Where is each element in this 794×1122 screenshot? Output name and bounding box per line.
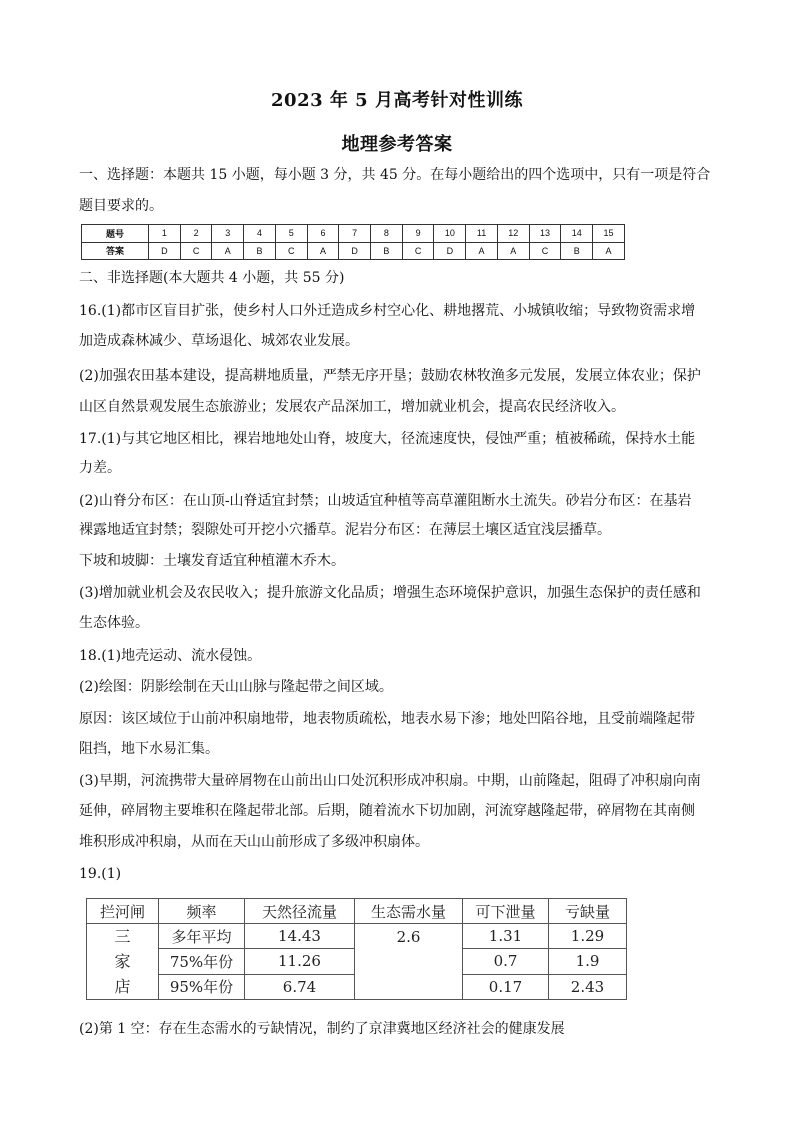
question-number-cell: 9 xyxy=(402,225,434,243)
question-number-cell: 14 xyxy=(561,225,593,243)
section2-heading: 二、非选择题(本大题共 4 小题，共 55 分) xyxy=(79,270,345,286)
q16-p2-line2: 山区自然景观发展生态旅游业；发展农产品深加工，增加就业机会，提高农民经济收入。 xyxy=(79,399,625,415)
document-subtitle: 地理参考答案 xyxy=(341,134,453,155)
section1-instruction-line2: 题目要求的。 xyxy=(79,198,163,214)
natural-runoff-cell: 6.74 xyxy=(245,974,355,999)
answer-cell: B xyxy=(244,242,276,260)
q18-p1: 18.(1)地壳运动、流水侵蚀。 xyxy=(79,648,262,664)
q17-p3-line1: (3)增加就业机会及农民收入；提升旅游文化品质；增强生态环境保护意识，加强生态保护的责任感和 xyxy=(79,585,701,601)
table-row xyxy=(87,924,627,949)
q18-p4-line3: 堆积形成冲积扇，从而在天山山前形成了多级冲积扇体。 xyxy=(79,834,429,850)
table-header-row xyxy=(87,899,627,924)
column-header: 可下泄量 xyxy=(463,899,549,924)
q18-p4-line2: 延伸，碎屑物主要堆积在隆起带北部。后期，随着流水下切加剧，河流穿越隆起带，碎屑物在其南侧 xyxy=(79,803,695,819)
q17-p2-line3: 下坡和坡脚：土壤发育适宜种植灌木乔木。 xyxy=(79,553,345,569)
document-title: 2023 年 5 月高考针对性训练 xyxy=(271,90,523,111)
q18-p3-line1: 原因：该区域位于山前冲积扇地带，地表物质疏松，地表水易下渗；地处凹陷谷地，且受前端隆起带 xyxy=(79,711,695,727)
answer-cell: C xyxy=(402,242,434,260)
release-cell: 0.17 xyxy=(463,974,549,999)
q17-p2-line1: (2)山脊分布区：在山顶-山脊适宜封禁；山坡适宜种植等高草灌阻断水土流失。砂岩分布区：在基岩 xyxy=(79,493,692,509)
q19-label: 19.(1) xyxy=(79,866,122,882)
answer-row xyxy=(82,242,625,260)
q18-p4-line1: (3)早期，河流携带大量碎屑物在山前出山口处沉积形成冲积扇。中期，山前隆起，阻碍了冲积扇向南 xyxy=(79,773,701,789)
section1-instruction-line1: 一、选择题：本题共 15 小题，每小题 3 分，共 45 分。在每小题给出的四个选项中，只有一项是符合 xyxy=(79,167,711,183)
question-number-cell: 7 xyxy=(339,225,371,243)
frequency-cell: 多年平均 xyxy=(159,924,245,949)
frequency-cell: 75%年份 xyxy=(159,949,245,974)
question-number-cell: 11 xyxy=(466,225,498,243)
q16-p1-line1: 16.(1)都市区盲目扩张，使乡村人口外迁造成乡村空心化、耕地撂荒、小城镇收缩；导致物资需求增 xyxy=(79,303,696,319)
question-number-cell: 5 xyxy=(275,225,307,243)
answer-cell: C xyxy=(529,242,561,260)
column-header: 拦河闸 xyxy=(87,899,159,924)
question-number-cell: 6 xyxy=(307,225,339,243)
deficit-cell: 2.43 xyxy=(549,974,627,999)
question-number-cell: 13 xyxy=(529,225,561,243)
natural-runoff-cell: 11.26 xyxy=(245,949,355,974)
answer-cell: A xyxy=(497,242,529,260)
q18-p2: (2)绘图：阴影绘制在天山山脉与隆起带之间区域。 xyxy=(79,679,393,695)
q19-p2: (2)第 1 空：存在生态需水的亏缺情况，制约了京津冀地区经济社会的健康发展 xyxy=(79,1021,565,1037)
answer-cell: D xyxy=(339,242,371,260)
question-number-row xyxy=(82,225,625,243)
question-number-cell: 1 xyxy=(149,225,181,243)
answer-header: 答案 xyxy=(82,242,149,260)
q17-p1-line2: 力差。 xyxy=(79,460,121,476)
natural-runoff-cell: 14.43 xyxy=(245,924,355,949)
q18-p3-line2: 阻挡，地下水易汇集。 xyxy=(79,741,219,757)
site-name-char: 店 xyxy=(114,977,131,996)
release-cell: 1.31 xyxy=(463,924,549,949)
column-header: 天然径流量 xyxy=(245,899,355,924)
answer-cell: A xyxy=(466,242,498,260)
eco-demand-cell: 2.6 xyxy=(355,924,463,1000)
answer-cell: C xyxy=(275,242,307,260)
q17-p3-line2: 生态体验。 xyxy=(79,615,149,631)
column-header: 生态需水量 xyxy=(355,899,463,924)
answer-cell: B xyxy=(371,242,403,260)
question-number-cell: 12 xyxy=(497,225,529,243)
answer-cell: D xyxy=(149,242,181,260)
column-header: 亏缺量 xyxy=(549,899,627,924)
site-name-char: 三 xyxy=(114,927,131,946)
q16-p2-line1: (2)加强农田基本建设，提高耕地质量，严禁无序开垦；鼓励农林牧渔多元发展，发展立体农业；保护 xyxy=(79,368,701,384)
answer-cell: A xyxy=(307,242,339,260)
site-name-char: 家 xyxy=(114,952,131,971)
question-number-cell: 15 xyxy=(593,225,625,243)
question-number-cell: 4 xyxy=(244,225,276,243)
frequency-cell: 95%年份 xyxy=(159,974,245,999)
deficit-cell: 1.29 xyxy=(549,924,627,949)
answer-cell: A xyxy=(593,242,625,260)
q17-p2-line2: 裸露地适宜封禁；裂隙处可开挖小穴播草。泥岩分布区：在薄层土壤区适宜浅层播草。 xyxy=(79,522,611,538)
question-number-header: 题号 xyxy=(82,225,149,243)
question-number-cell: 3 xyxy=(212,225,244,243)
multiple-choice-answer-table xyxy=(81,224,625,260)
q16-p1-line2: 加造成森林减少、草场退化、城郊农业发展。 xyxy=(79,333,359,349)
water-balance-table xyxy=(86,898,627,1000)
answer-cell: D xyxy=(434,242,466,260)
release-cell: 0.7 xyxy=(463,949,549,974)
site-name-cell xyxy=(87,924,159,1000)
q17-p1-line1: 17.(1)与其它地区相比，裸岩地地处山脊，坡度大，径流速度快，侵蚀严重；植被稀疏，保持水土能 xyxy=(79,431,696,447)
answer-cell: B xyxy=(561,242,593,260)
deficit-cell: 1.9 xyxy=(549,949,627,974)
answer-cell: C xyxy=(180,242,212,260)
question-number-cell: 2 xyxy=(180,225,212,243)
question-number-cell: 8 xyxy=(371,225,403,243)
column-header: 频率 xyxy=(159,899,245,924)
answer-cell: A xyxy=(212,242,244,260)
question-number-cell: 10 xyxy=(434,225,466,243)
